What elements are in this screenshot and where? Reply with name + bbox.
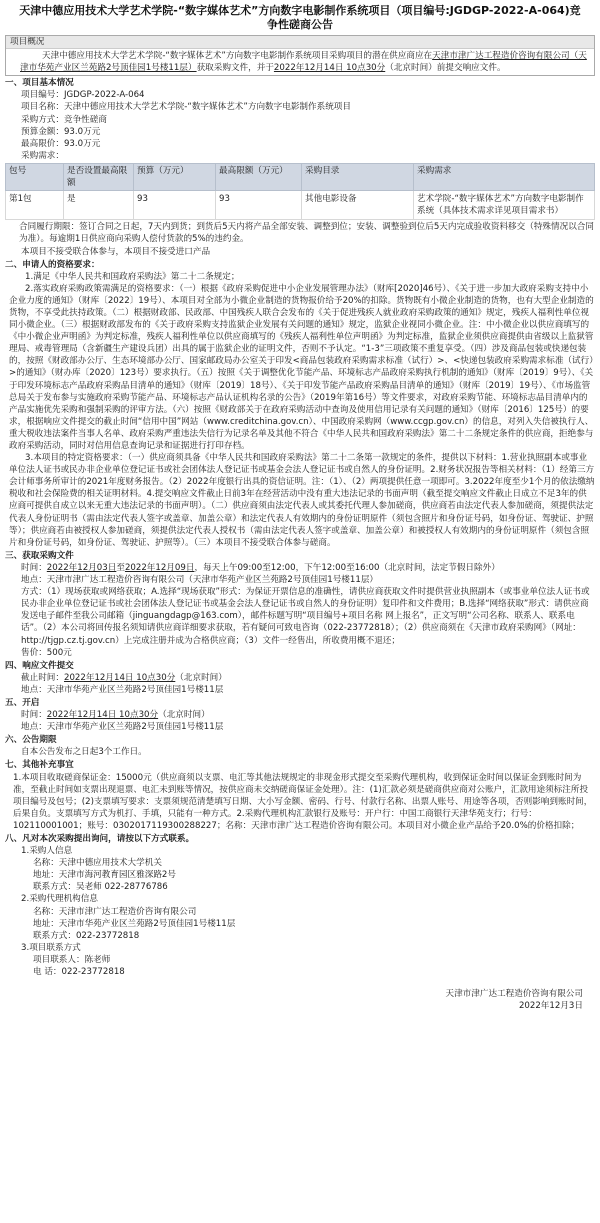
submission-place: 地点：天津市华苑产业区兰苑路2号顶佳园1号楼11层 xyxy=(21,684,224,695)
acquire-hours: ，每天上午09:00至12:00，下午12:00至16:00（北京时间，法定节假日除外） xyxy=(194,562,500,573)
acquire-time-label: 时间： xyxy=(21,562,47,573)
table-cell: 93 xyxy=(216,191,302,220)
table-cell: 艺术学院-“数字媒体艺术”方向数字电影制作系统（具体技术需求详见项目需求书） xyxy=(414,191,595,220)
opening-time xyxy=(5,709,595,721)
supplementary-text: 1.本项目收取磋商保证金：15000元（供应商须以支票、电汇等其他法规规定的非现金形式提交至采购代理机构，收到保证金时间以保证金到账时间为准，至截止时间如支票出现退票、电汇未到账等情况，按供应商未交纳磋商保证金处理）。注：(1)汇款必须是磋商供应商对公账户，汇款用途须标注所投项目编号及包号；(2)支票填写要求：支票须规范清楚填写日期、大小写金额、密码、行号、付款行名称、出票人账号、用途等各项，否则影响到账时间，后果自负。支票填写方式为机打、手填，只能有一种方式。2.采购代理机构汇款银行及账号：开户行：中国工商银行天津华苑支行；行号：102110001001；账号：0302017119300288227；名称：天津市津广达工程造价咨询有限公司。本项目对小微企业产品给予20.0%的价格扣除； xyxy=(13,772,593,831)
table-cell: 是 xyxy=(64,191,134,220)
table-header: 是否设置最高限额 xyxy=(64,163,134,190)
signature-org: 天津市津广达工程造价咨询有限公司 xyxy=(445,989,583,1000)
table-header-row xyxy=(6,163,595,190)
agency-name: 名称：天津市津广达工程造价咨询有限公司 xyxy=(33,906,197,917)
project-number: 项目编号：JGDGP-2022-A-064 xyxy=(21,90,145,101)
section-2-heading: 二、申请人的资格要求： xyxy=(5,259,100,270)
opening-place: 地点：天津市华苑产业区兰苑路2号顶佳园1号楼11层 xyxy=(21,722,224,733)
contract-term: 合同履行期限：签订合同之日起，7天内到货；到货后5天内将产品全部安装、调整到位；安装、调整验到位后5天内完成验收资料移交（特殊情况以合同为准）。每逾期1日供应商向采购人偿付货款的5%的违约金。 xyxy=(19,222,594,245)
project-contact-phone: 电 话：022-23772818 xyxy=(33,967,125,978)
acquire-place: 地点：天津市津广达工程造价咨询有限公司（天津市华苑产业区兰苑路2号顶佳园1号楼11层） xyxy=(21,575,379,586)
overview-location: 天津市津广达工程造价咨询有限公司（天津市华苑产业区兰苑路2号顶佳园1号楼11层） xyxy=(20,51,587,74)
opening-time-label: 时间： xyxy=(21,710,47,721)
agency-address: 地址：天津市华苑产业区兰苑路2号顶佳园1号楼11层 xyxy=(33,918,236,929)
requirement-label: 采购需求： xyxy=(21,150,64,161)
table-row xyxy=(6,191,595,220)
table-header: 最高限额（万元） xyxy=(216,163,302,190)
project-name: 项目名称：天津中德应用技术大学艺术学院-“数字媒体艺术”方向数字电影制作系统项目 xyxy=(21,102,351,113)
overview-text-c: 获取采购文件，并于 xyxy=(196,63,274,74)
opening-date: 2022年12月14日 10点30分 xyxy=(46,710,159,721)
signature-date: 2022年12月3日 xyxy=(518,1001,583,1012)
buyer-name: 名称：天津中德应用技术大学机关 xyxy=(33,858,162,869)
buyer-address: 地址：天津市海河教育园区雅深路2号 xyxy=(33,870,176,881)
budget-amount: 预算金额：93.0万元 xyxy=(21,126,101,137)
buyer-contact: 联系方式：吴老师 022-28776786 xyxy=(33,882,168,893)
section-8-heading: 八、凡对本次采购提出询问，请按以下方式联系。 xyxy=(5,834,195,844)
max-price: 最高限价：93.0万元 xyxy=(21,138,101,149)
page-title: 天津中德应用技术大学艺术学院-“数字媒体艺术”方向数字电影制作系统项目（项目编号:JGDGP-2022-A-064)竞争性磋商公告 xyxy=(19,4,581,31)
overview-text-a: 天津中德应用技术大学艺术学院-“数字媒体艺术”方向数字电影制作系统项目采购项目的潜在供应商应在 xyxy=(42,51,433,62)
overview-label: 项目概况 xyxy=(6,36,594,49)
section-7-heading: 七、其他补充事宜 xyxy=(5,760,74,771)
project-contact-heading: 3.项目联系方式 xyxy=(21,942,81,953)
overview-box xyxy=(5,35,595,76)
submission-deadline xyxy=(5,672,595,684)
table-cell: 其他电影设备 xyxy=(302,191,414,220)
deadline-date: 2022年12月14日 10点30分 xyxy=(63,672,176,683)
project-contact-person: 项目联系人：陈老师 xyxy=(33,954,111,965)
deadline-tz: （北京时间） xyxy=(175,672,227,683)
agency-heading: 2.采购代理机构信息 xyxy=(21,894,98,905)
qualification-3: 3.本项目的特定资格要求：（一）供应商须具备《中华人民共和国政府采购法》第二十二条第一款规定的条件，提供以下材料：1.营业执照副本或事业单位法人证书或民办非企业单位登记证书或社会团体法人登记证书或基金会法人登记证书或自然人的身份证明。2.财务状况报告等相关材料：（1）经第三方会计师事务所审计的2021年度财务报告。（2）2022年度银行出具的资信证明。注：（1）、（2）两项提供任意一项即可。3.2022年度至少1个月的依法缴纳税收和社会保险费的相关证明材料。4.提交响应文件截止日前3年在经营活动中没有重大违法记录的书面声明（截至提交响应文件截止日成立不足3年的供应商可提供自成立以来无重大违法记录的书面声明）。（二）供应商须由法定代表人或其委托代理人参加磋商，供应商若由法定代表人参加磋商，须提供法定代表人身份证明书（需由法定代表人签字或盖章、加盖公章）和法定代表人有效期内的身份证明原件（须包含照片和身份证号码，如身份证、驾驶证、护照等）；供应商若由被授权人参加磋商，须提供法定代表人授权书（需由法定代表人签字或盖章、加盖公章）和被授权人有效期内的身份证明原件（须包含照片和身份证号码，如身份证、驾驶证、护照等）。（三）本项目不接受联合体参与磋商。 xyxy=(9,453,595,548)
deadline-label: 截止时间： xyxy=(21,672,64,683)
consortium-note: 本项目不接受联合体参与，本项目不接受进口产品 xyxy=(21,246,211,257)
agency-contact: 联系方式：022-23772818 xyxy=(33,930,140,941)
table-header: 采购目录 xyxy=(302,163,414,190)
opening-tz: （北京时间） xyxy=(158,710,210,721)
document-price: 售价：500元 xyxy=(21,647,72,658)
table-cell: 第1包 xyxy=(6,191,64,220)
table-header: 预算（万元） xyxy=(134,163,216,190)
section-5-heading: 五、开启 xyxy=(5,697,40,708)
table-header: 采购需求 xyxy=(414,163,595,190)
section-4-heading: 四、响应文件提交 xyxy=(5,660,74,671)
overview-deadline: 2022年12月14日 10点30分 xyxy=(273,63,386,74)
section-6-heading: 六、公告期限 xyxy=(5,735,57,746)
table-header: 包号 xyxy=(6,163,64,190)
acquire-time xyxy=(5,562,595,574)
procurement-method: 采购方式：竞争性磋商 xyxy=(21,114,107,125)
acquire-end-date: 2022年12月09日 xyxy=(124,562,195,573)
table-cell: 93 xyxy=(134,191,216,220)
section-1-heading: 一、项目基本情况 xyxy=(5,78,74,89)
buyer-heading: 1.采购人信息 xyxy=(21,846,73,857)
acquire-start-date: 2022年12月03日 xyxy=(46,562,117,573)
overview-text xyxy=(6,49,594,75)
overview-text-e: （北京时间）前提交响应文件。 xyxy=(385,63,506,74)
qualification-1: 1.满足《中华人民共和国政府采购法》第二十二条规定； xyxy=(25,271,240,282)
section-3-heading: 三、获取采购文件 xyxy=(5,550,74,561)
qualification-2: 2.落实政府采购政策需满足的资格要求：（一）根据《政府采购促进中小企业发展管理办法》（财库[2020]46号）、《关于进一步加大政府采购支持中小企业力度的通知》（财库〔2022〕19号）、本项目对全部为小微企业制造的货物报价给予20%的扣除。货物既有小微企业制造的货物，也有大型企业制造的货物，不享受此扶持政策。（二）根据财政部、民政部、中国残疾人联合会发布的《关于促进残疾人就业政府采购政策的通知》规定，残疾人福利性单位视同小微企业。（三）根据财政部发布的《关于政府采购支持监狱企业发展有关问题的通知》规定，监狱企业视同小微企业。注：中小微企业以供应商填写的《中小微企业声明函》为判定标准，残疾人福利性单位以供应商填写的《残疾人福利性单位声明函》为判定标准，监狱企业须供应商提供由省级以上监狱管理局、戒毒管理局（含新疆生产建设兵团）出具的属于监狱企业的证明文件，否则不予认定。“1-3”三项政策不重复享受。（四）涉及商品包装或快递包装的，按照《财政部办公厅、生态环境部办公厅、国家邮政局办公室关于印发<商品包装政府采购需求标准（试行）>、<快递包装政府采购需求标准（试行）>的通知》（财办库〔2020〕123号）要求执行。（五）按照《关于调整优化节能产品、环境标志产品政府采购执行机制的通知》（财库〔2019〕9号）、《关于印发环境标志产品政府采购品目清单的通知》（财库〔2019〕18号）、《关于印发节能产品政府采购品目清单的通知》（财库〔2019〕19号）、《市场监管总局关于发布参与实施政府采购节能产品、环境标志产品认证机构名录的公告》（2019年第16号）等文件要求，对政府采购节能、环境标志品目清单内的产品实施优先采购和强制采购的评审方法。（六）按照《财政部关于在政府采购活动中查询及使用信用记录有关问题的通知》（财库〔2016〕125号）的要求，根据响应文件提交的截止时间“信用中国”网站（www.creditchina.gov.cn）、中国政府采购网（www.ccgp.gov.cn）的信息，对列入失信被执行人、重大税收违法案件当事人名单、政府采购严重违法失信行为记录名单及其他不符合《中华人民共和国政府采购法》第二十二条规定条件的供应商，拒绝参与政府采购活动，同时对信用信息查询记录和证据进行打印存档。 xyxy=(9,283,594,451)
acquire-to: 至 xyxy=(116,562,125,573)
acquire-method: 方式：（1）现场获取或网络获取；A.选择“现场获取”形式：为保证开票信息的准确性，请供应商获取文件时提供营业执照副本（或事业单位法人证书或民办非企业单位登记证书或社会团体法人登记证书或基金会法人登记证书或自然人的身份证明）复印件和文件费用；B.选择“网络获取”形式：请供应商发送电子邮件至我公司邮箱（jinguangdagp@163.com），邮件标题写明“项目编号+项目名称 网上报名”，正文写明“公司名称、联系人、联系电话”。（2）本公司将回传报名须知请供应商详细要求获取，若有疑问可致电咨询（022-23772818）；（2）供应商须在《天津市政府采购网》（网址：http://tjgp.cz.tj.gov.cn）上完成注册并成为合格供应商；（3）文件一经售出，所收费用概不退还； xyxy=(21,587,590,646)
notice-period: 自本公告发布之日起3个工作日。 xyxy=(21,747,147,758)
package-table xyxy=(5,163,595,220)
